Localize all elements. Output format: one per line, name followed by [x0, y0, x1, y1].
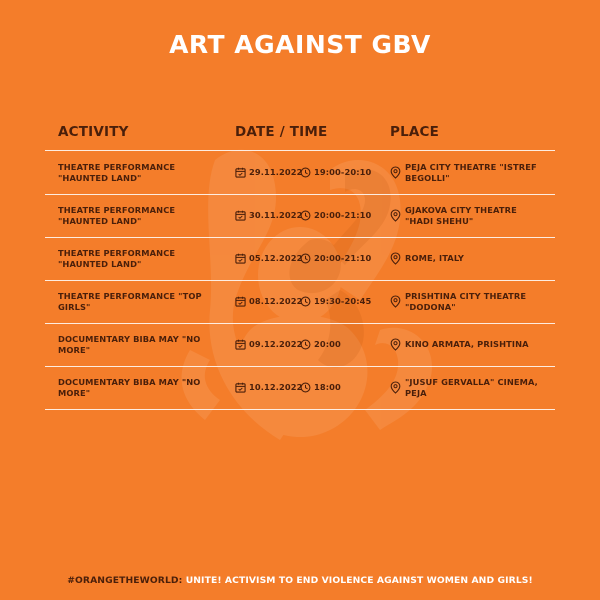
calendar-icon	[235, 167, 246, 178]
table-row	[45, 366, 555, 409]
time-cell	[300, 280, 390, 323]
calendar-icon	[235, 339, 246, 350]
place-cell	[390, 366, 560, 409]
activity-text: THEATRE PERFORMANCE	[58, 204, 176, 215]
date-cell	[235, 151, 301, 194]
place-cell	[390, 194, 560, 237]
activity-text: "HAUNTED LAND"	[58, 258, 142, 269]
time-cell	[300, 366, 390, 409]
footer-slogan-text: UNITE! ACTIVISM TO END VIOLENCE AGAINST WOMEN AND GIRLS!	[182, 575, 533, 586]
location-pin-icon	[390, 209, 401, 222]
time-text: 19:00-20:10	[314, 167, 372, 177]
activity-text: THEATRE PERFORMANCE	[58, 247, 176, 258]
date-text: 30.11.2022	[249, 210, 303, 220]
clock-icon	[300, 210, 311, 221]
time-cell	[300, 237, 390, 280]
time-text: 19:30-20:45	[314, 296, 372, 306]
date-cell	[235, 323, 301, 366]
place-text: PEJA CITY THEATRE "ISTREF BEGOLLI"	[405, 161, 537, 183]
location-pin-icon	[390, 338, 401, 351]
time-text: 20:00-21:10	[314, 253, 372, 263]
column-header-date-time: DATE / TIME	[235, 124, 328, 140]
activity-cell	[58, 194, 228, 237]
time-text: 20:00-21:10	[314, 210, 372, 220]
calendar-icon	[235, 253, 246, 264]
clock-icon	[300, 339, 311, 350]
place-text: KINO ARMATA, PRISHTINA	[405, 339, 529, 349]
time-text: 18:00	[314, 382, 341, 392]
activity-cell	[58, 151, 228, 194]
activity-text: DOCUMENTARY BIBA MAY "NO MORE"	[58, 376, 201, 398]
location-pin-icon	[390, 295, 401, 308]
place-text: "DODONA"	[405, 301, 456, 312]
table-row	[45, 151, 555, 194]
activity-text: "HAUNTED LAND"	[58, 215, 142, 226]
table-row	[45, 323, 555, 366]
location-pin-icon	[390, 381, 401, 394]
date-text: 10.12.2022	[249, 382, 303, 392]
place-text: "JUSUF GERVALLA" CINEMA, PEJA	[405, 376, 538, 398]
date-text: 29.11.2022	[249, 167, 303, 177]
time-cell	[300, 194, 390, 237]
calendar-icon	[235, 296, 246, 307]
date-cell	[235, 366, 301, 409]
date-text: 05.12.2022	[249, 253, 303, 263]
page-title: ART AGAINST GBV	[169, 30, 431, 59]
date-cell	[235, 237, 301, 280]
activity-cell	[58, 237, 228, 280]
table-row	[45, 280, 555, 323]
time-cell	[300, 151, 390, 194]
activity-text: THEATRE PERFORMANCE	[58, 161, 176, 172]
place-text: GJAKOVA CITY THEATRE	[405, 204, 517, 215]
activity-text: DOCUMENTARY BIBA MAY "NO MORE"	[58, 333, 201, 355]
date-text: 09.12.2022	[249, 339, 303, 349]
time-text: 20:00	[314, 339, 341, 349]
column-header-place: PLACE	[390, 124, 440, 140]
activity-text: "HAUNTED LAND"	[58, 172, 142, 183]
table-row	[45, 237, 555, 280]
time-cell	[300, 323, 390, 366]
clock-icon	[300, 253, 311, 264]
date-cell	[235, 194, 301, 237]
place-text: PRISHTINA CITY THEATRE	[405, 290, 527, 301]
date-text: 08.12.2022	[249, 296, 303, 306]
place-cell	[390, 280, 560, 323]
column-header-activity: ACTIVITY	[58, 124, 129, 140]
location-pin-icon	[390, 252, 401, 265]
place-cell	[390, 151, 560, 194]
place-text: ROME, ITALY	[405, 253, 465, 263]
clock-icon	[300, 296, 311, 307]
clock-icon	[300, 167, 311, 178]
activity-cell	[58, 280, 228, 323]
row-divider	[45, 409, 555, 410]
activity-cell	[58, 323, 228, 366]
activity-cell	[58, 366, 228, 409]
footer-hashtag: #ORANGETHEWORLD:	[67, 575, 183, 586]
activity-text: THEATRE PERFORMANCE "TOP GIRLS"	[58, 290, 202, 312]
location-pin-icon	[390, 166, 401, 179]
place-cell	[390, 323, 560, 366]
date-cell	[235, 280, 301, 323]
footer-slogan	[0, 575, 600, 586]
clock-icon	[300, 382, 311, 393]
table-row	[45, 194, 555, 237]
place-cell	[390, 237, 560, 280]
calendar-icon	[235, 210, 246, 221]
table-header	[45, 124, 555, 148]
place-text: "HADI SHEHU"	[405, 215, 474, 226]
calendar-icon	[235, 382, 246, 393]
